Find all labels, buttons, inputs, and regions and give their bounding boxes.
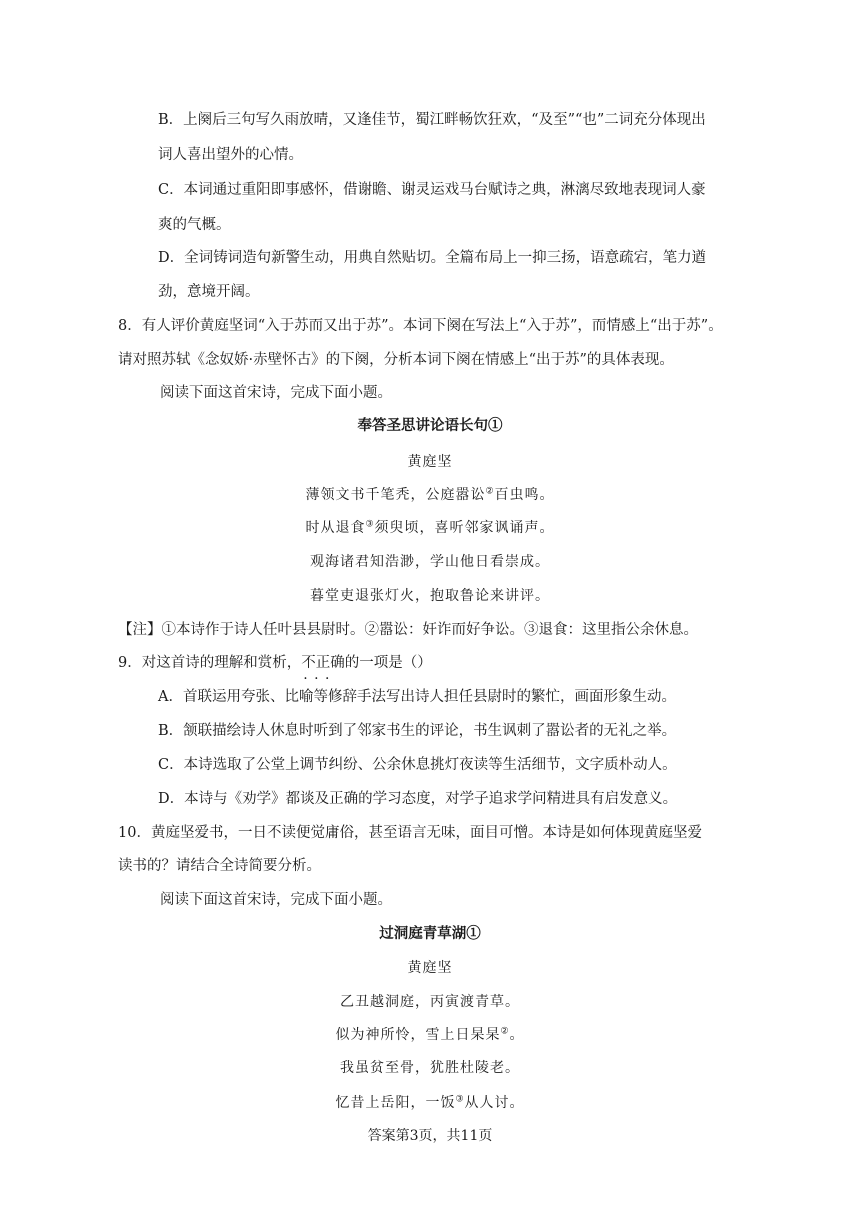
question-8-line1: 8．有人评价黄庭坚词“入于苏而又出于苏”。本词下阕在写法上“入于苏”，而情感上“出于苏”。 (118, 318, 723, 334)
poem-1-title: 奉答圣思讲论语长句① (357, 417, 503, 434)
option-d-line2: 劲，意境开阔。 (158, 284, 260, 300)
question-9-option-b: B．颔联描绘诗人休息时听到了邻家书生的评论，书生讽刺了嚣讼者的无礼之举。 (158, 723, 677, 739)
emphasis-not-correct: 不正确 · · · (301, 655, 345, 671)
question-9-option-d: D．本诗与《劝学》都谈及正确的学习态度，对学子追求学问精进具有启发意义。 (158, 791, 678, 807)
reading-intro-1: 阅读下面这首宋诗，完成下面小题。 (160, 385, 392, 401)
poem-1-note: 【注】①本诗作于诗人任叶县县尉时。②嚣讼：奸诈而好争讼。③退食：这里指公余休息。 (118, 622, 698, 638)
poem-2-line: 我虽贫至骨，犹胜杜陵老。 (340, 1060, 520, 1076)
reading-intro-2: 阅读下面这首宋诗，完成下面小题。 (160, 892, 392, 908)
option-c-line2: 爽的气概。 (158, 217, 231, 233)
question-10-line2: 读书的？请结合全诗简要分析。 (118, 858, 321, 874)
poem-2-line: 忆昔上岳阳，一饭③从人讨。 (335, 1094, 525, 1111)
option-c-line1: C．本词通过重阳即事感怀，借谢瞻、谢灵运戏马台赋诗之典，淋漓尽致地表现词人豪 (158, 182, 706, 198)
option-b-line1: B．上阕后三句写久雨放晴，又逢佳节，蜀江畔畅饮狂欢，“及至”“也”二词充分体现出 (158, 112, 706, 128)
question-8-line2: 请对照苏轼《念奴娇·赤壁怀古》的下阕，分析本词下阕在情感上“出于苏”的具体表现。 (118, 352, 674, 368)
poem-2-author: 黄庭坚 (407, 960, 453, 976)
poem-2-line: 似为神所怜，雪上日杲杲②。 (335, 1026, 525, 1043)
poem-1-line: 时从退食③须臾顷，喜听邻家讽诵声。 (305, 519, 555, 536)
poem-1-author: 黄庭坚 (407, 454, 453, 470)
question-9-option-a: A．首联运用夸张、比喻等修辞手法写出诗人担任县尉时的繁忙，画面形象生动。 (158, 689, 676, 705)
question-10-line1: 10．黄庭坚爱书，一日不读便觉庸俗，甚至语言无味，面目可憎。本诗是如何体现黄庭坚爱 (118, 825, 702, 841)
poem-1-line: 暮堂吏退张灯火，抱取鲁论来讲评。 (310, 588, 550, 604)
page-footer: 答案第3页，共11页 (367, 1128, 493, 1144)
option-d-line1: D．全词铸词造句新警生动，用典自然贴切。全篇布局上一抑三扬，语意疏宕，笔力遒 (158, 250, 707, 266)
poem-2-title: 过洞庭青草湖① (379, 925, 481, 942)
poem-2-line: 乙丑越洞庭，丙寅渡青草。 (340, 994, 520, 1010)
option-b-line2: 词人喜出望外的心情。 (158, 147, 303, 163)
question-9-stem: 9．对这首诗的理解和赏析，不正确 · · ·的一项是（） (118, 653, 432, 673)
poem-1-line: 薄领文书千笔秃，公庭嚣讼②百虫鸣。 (305, 486, 555, 503)
question-9-option-c: C．本诗选取了公堂上调节纠纷、公余休息挑灯夜读等生活细节，文字质朴动人。 (158, 757, 677, 773)
poem-1-line: 观海诸君知浩渺，学山他日看崇成。 (310, 554, 550, 570)
